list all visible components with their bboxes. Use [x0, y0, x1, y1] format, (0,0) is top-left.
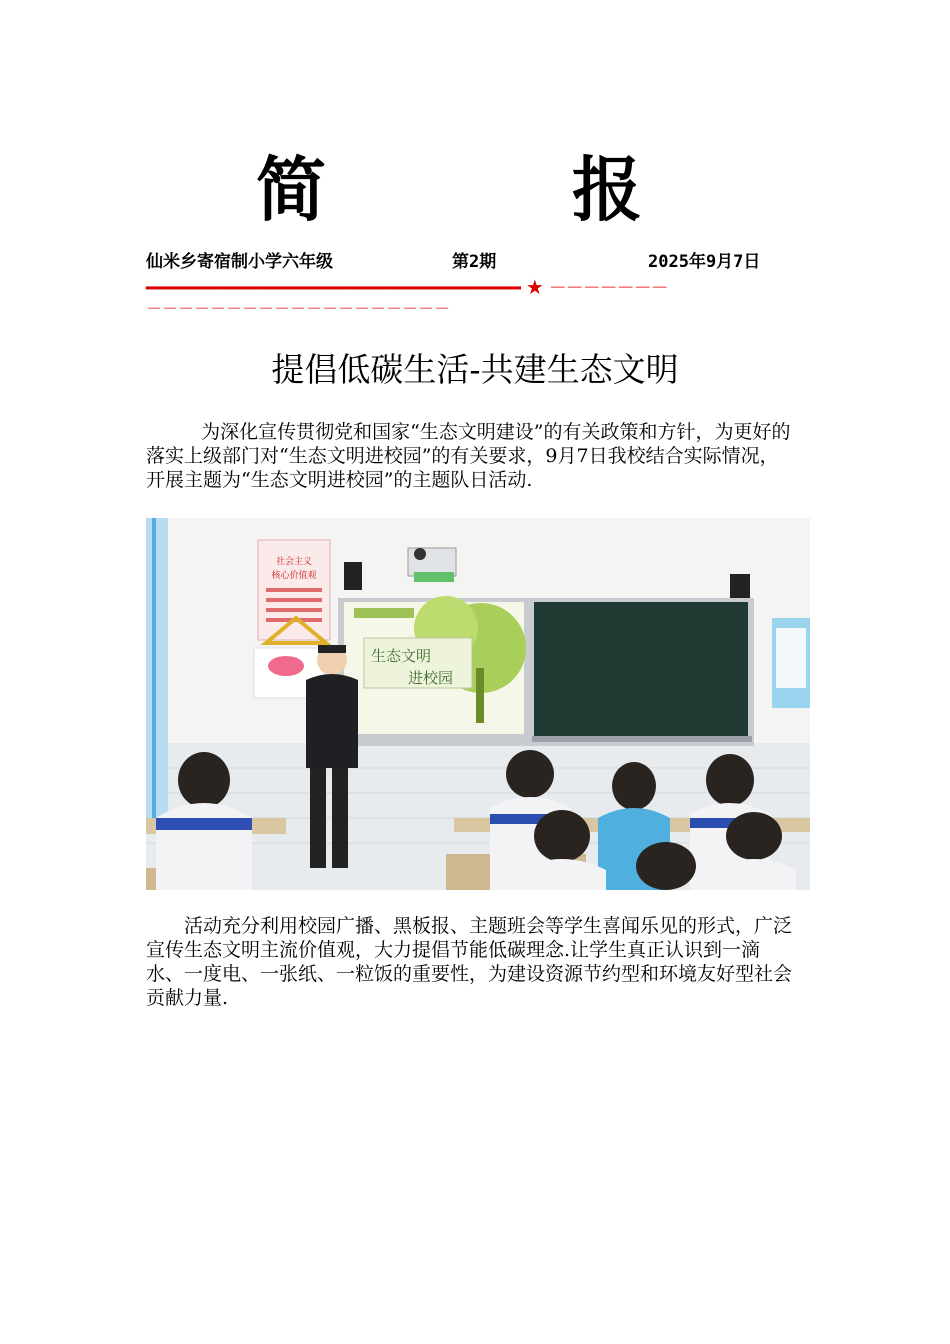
issue-number: 第2期	[452, 252, 497, 272]
article-paragraph-1: 为深化宣传贯彻党和国家“生态文明建设”的有关政策和方针，为更好的落实上级部门对“生态文明进校园”的有关要求，9月7日我校结合实际情况，开展主题为“生态文明进校园”的主题队日活动.	[146, 421, 791, 491]
divider-line-left: ━━━━━━━━━━━━━━━━━━━━━━━━━━━━━━━━━━━━━━	[146, 278, 520, 299]
poster-line-2: 核心价值观	[271, 571, 317, 581]
school-name: 仙米乡寄宿制小学六年级	[146, 252, 333, 272]
screen-text-line-1: 生态文明	[371, 647, 432, 665]
classroom-photo	[146, 518, 810, 890]
poster	[258, 540, 330, 640]
divider-line-right: －－－－－－－	[548, 278, 668, 299]
screen-text-line-2: 进校园	[408, 669, 454, 687]
star-icon: ★	[525, 275, 543, 299]
article-headline: 提倡低碳生活-共建生态文明	[271, 350, 679, 389]
poster-line-1: 社会主义	[275, 557, 313, 567]
header-divider-continued: －－－－－－－－－－－－－－－－－－－	[146, 299, 451, 318]
article-paragraph-2: 活动充分利用校园广播、黑板报、主题班会等学生喜闻乐见的形式，广泛宣传生态文明主流价值观，大力提倡节能低碳理念.让学生真正认识到一滴水、一度电、一张纸、一粒饭的重要性，为建设资源节约型和环境友好型社会贡献力量.	[146, 915, 793, 1009]
header-divider	[146, 276, 668, 300]
publish-date: 2025年9月7日	[648, 252, 761, 272]
page-title: 简 报	[256, 148, 730, 231]
